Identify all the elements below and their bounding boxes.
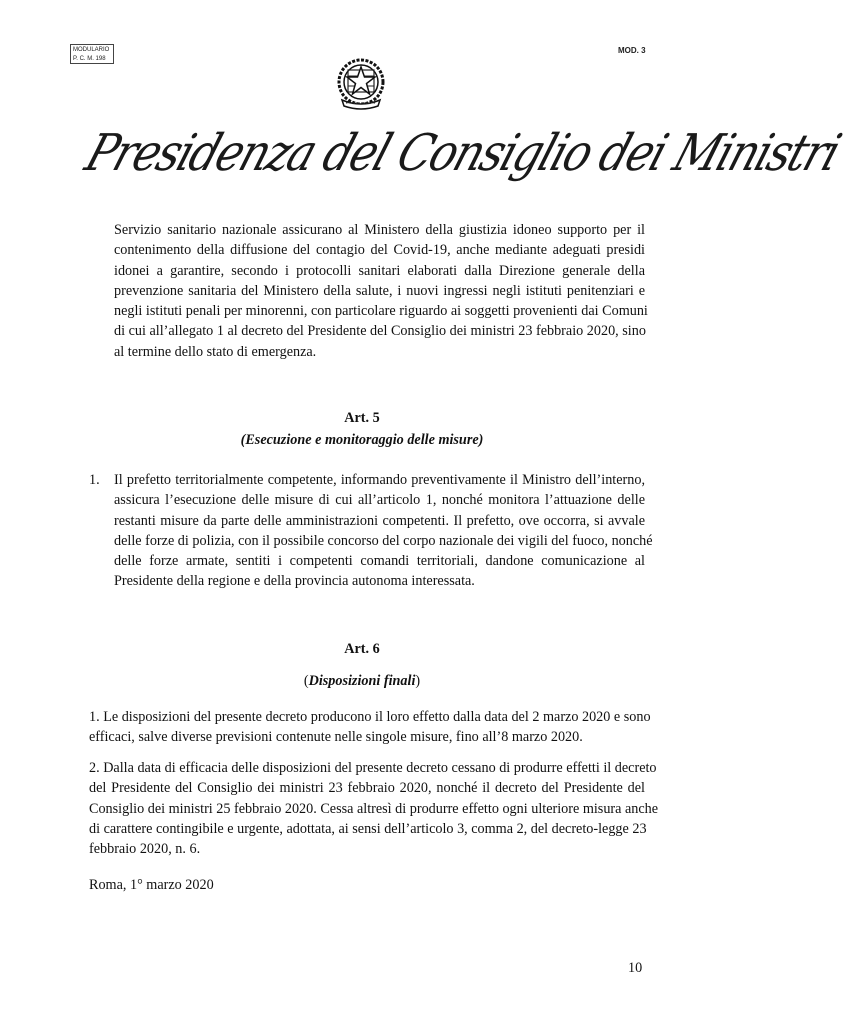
article-5-subtitle: (Esecuzione e monitoraggio delle misure) — [240, 432, 484, 448]
text-line: del Presidente del Consiglio dei ministri 23 febbraio 2020, nonché il decreto del Presidente del — [89, 780, 645, 797]
text-line: Servizio sanitario nazionale assicurano al Ministero della giustizia idoneo supporto per il — [114, 222, 645, 238]
text-line: di carattere contingibile e urgente, adottata, ai sensi dell’articolo 3, comma 2, del decreto-legge 23 — [89, 820, 647, 837]
text-line: efficaci, salve diverse previsioni contenute nelle singole misure, fino all’8 marzo 2020. — [89, 729, 583, 746]
article-6-paragraph-1 — [89, 707, 651, 748]
page-number: 10 — [628, 960, 643, 976]
text-line: 2. Dalla data di efficacia delle disposizioni del presente decreto cessano di produrre effetti il decreto — [89, 760, 657, 776]
text-line: contenimento della diffusione del contagio del Covid-19, anche mediante adeguati presidi — [114, 242, 645, 259]
text-line: idonei a garantire, secondo i protocolli sanitari elaborati dalla Direzione generale della — [114, 262, 645, 279]
text-line: 1. Le disposizioni del presente decreto producono il loro effetto dalla data del 2 marzo 2020 e sono — [89, 709, 651, 725]
continuation-paragraph — [114, 220, 648, 362]
text-line: Il prefetto territorialmente competente, informando preventivamente il Ministro dell’interno, — [114, 472, 645, 488]
article-6-title: Art. 6 — [344, 641, 380, 657]
text-line: di cui all’allegato 1 al decreto del Presidente del Consiglio dei ministri 23 febbraio 2020, sino — [114, 323, 646, 340]
text-line: negli istituti penali per minorenni, con particolare riguardo ai soggetti provenienti dai Comuni — [114, 303, 648, 320]
text-line: delle forze di polizia, con il possibile concorso del corpo nazionale dei vigili del fuoco, nonché — [114, 532, 653, 549]
text-line: Presidente della regione e della provincia autonoma interessata. — [114, 573, 475, 590]
paren-open: ( — [303, 673, 309, 689]
modulario-stamp — [70, 44, 114, 64]
text-line: al termine dello stato di emergenza. — [114, 343, 317, 360]
letterhead — [78, 118, 846, 208]
modulario-line-2: P. C. M. 198 — [73, 56, 106, 62]
article-5-title: Art. 5 — [344, 410, 380, 426]
place-date: Roma, 1° marzo 2020 — [89, 877, 214, 893]
article-5-item-1 — [89, 470, 653, 592]
paren-close: ) — [415, 673, 421, 689]
text-line: delle forze armate, sentiti i competenti comandi territoriali, dandone comunicazione al — [114, 553, 645, 570]
text-line: restanti misure da parte delle amministrazioni competenti. Il prefetto, ove occorra, si avvale — [114, 512, 645, 529]
article-6-paragraph-2 — [89, 758, 659, 859]
text-line: prevenzione sanitaria del Ministero della salute, i nuovi ingressi negli istituti penitenziari e — [114, 282, 645, 299]
letterhead-title: Presidenza del Consiglio dei Ministri — [78, 124, 846, 183]
list-number: 1. — [89, 472, 100, 488]
mod-label: MOD. 3 — [618, 46, 646, 55]
text-line: Consiglio dei ministri 25 febbraio 2020. Cessa altresì di produrre effetto ogni ulteriore misura anche — [89, 800, 659, 817]
text-line: febbraio 2020, n. 6. — [89, 841, 201, 858]
article-6-subtitle-text: Disposizioni finali — [308, 673, 416, 689]
article-6-subtitle — [0, 673, 724, 690]
modulario-line-1: MODULARIO — [73, 47, 110, 53]
text-line: assicura l’esecuzione delle misure di cui all’articolo 1, nonché monitora l’attuazione delle — [114, 492, 645, 509]
italian-republic-emblem-icon — [330, 54, 392, 116]
